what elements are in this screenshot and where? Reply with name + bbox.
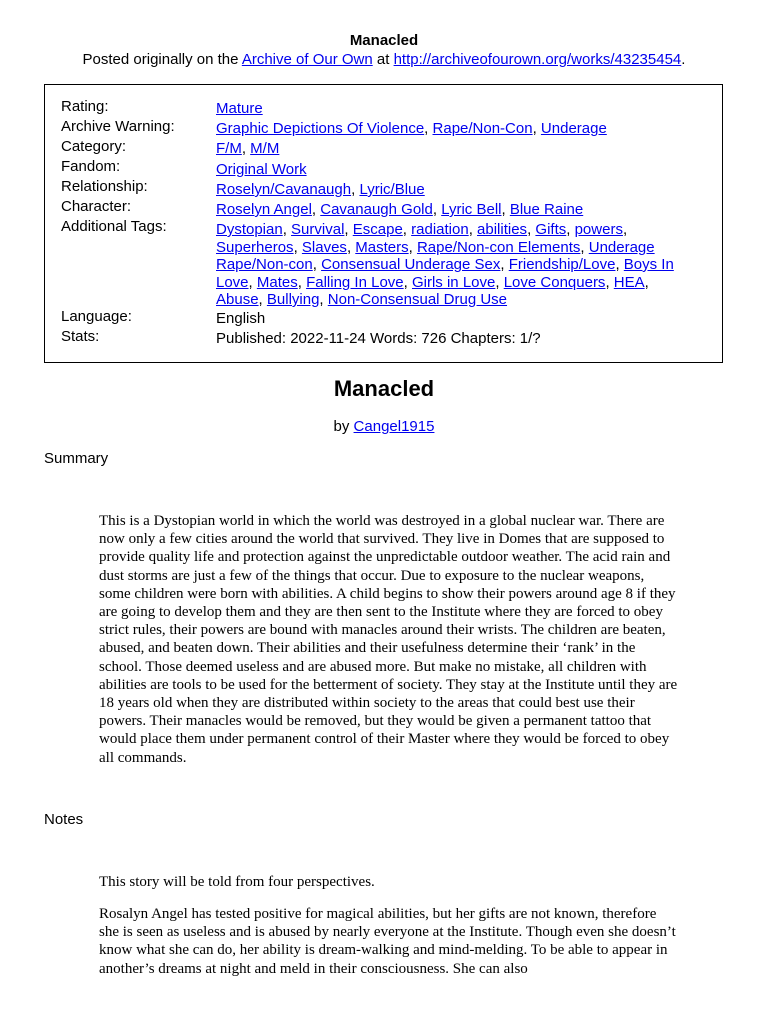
tags-tag-link[interactable]: Bullying xyxy=(266,291,320,308)
character-tag-link[interactable]: Blue Raine xyxy=(509,201,584,218)
tags-tag-link[interactable]: Friendship/Love xyxy=(508,256,616,273)
tags-tag-link[interactable]: HEA xyxy=(613,273,645,291)
tags-tag-link[interactable]: Girls in Love xyxy=(411,273,496,291)
tags-tag-link[interactable]: Dystopian xyxy=(216,221,283,238)
tags-tag-link[interactable]: Superheros xyxy=(216,238,294,256)
tags-label: Additional Tags: xyxy=(61,218,167,235)
relationship-tag-link[interactable]: Roselyn/Cavanaugh xyxy=(216,181,352,198)
tags-tag-link[interactable]: Consensual Underage Sex xyxy=(321,256,501,273)
character-tag-link[interactable]: Lyric Bell xyxy=(441,201,502,218)
posted-suffix: . xyxy=(681,51,686,68)
posted-prefix: Posted originally on the xyxy=(82,51,242,68)
warning-tag-link[interactable]: Underage xyxy=(540,120,607,137)
tags-tag-link[interactable]: Love Conquers xyxy=(503,273,606,291)
posted-mid: at xyxy=(372,51,394,68)
category-tag-link[interactable]: F/M xyxy=(216,140,242,157)
tags-tag-link[interactable]: radiation xyxy=(411,221,469,238)
warning-tag-link[interactable]: Rape/Non-Con xyxy=(432,120,533,137)
tags-tag-link[interactable]: Gifts xyxy=(535,221,567,238)
tags-tag-link[interactable]: Falling In Love xyxy=(306,273,404,291)
summary-text: This is a Dystopian world in which the world was destroyed in a global nuclear war. There are now only a few cities around the world that survived. They live in Domes that are supposed to provide quality life and protection against the unpredictable outdoor weather. The acid rain and dust storms are just a few of the things that occur. Due to exposure to the nuclear weapons, some children were born with abilities. A child begins to show their powers around age 8 if they are going to develop them and they are then sent to the Institute where they are forced to obey strict rules, their powers are bound with manacles around their wrists. The children are beaten, abused, and beaten down. Their abilities and their usefulness determine their ‘rank’ in the school. Those deemed useless and are abused more. But make no mistake, all children with abilities are tools to be used for the betterment of society. They stay at the Institute until they are 18 years old when they are distributed within society to the areas that could best use their powers. Their manacles would be removed, but they would be given a permanent tattoo that would place them under permanent control of their Master where they would be forced to obey all commands. xyxy=(99,513,678,766)
tags-tag-link[interactable]: Non-Consensual Drug Use xyxy=(327,291,508,308)
tags-tag-link[interactable]: Boys In Love xyxy=(216,256,674,291)
category-value: F/M, M/M xyxy=(216,140,280,157)
tags-tag-link[interactable]: Slaves xyxy=(301,238,347,256)
tags-tag-link[interactable]: Rape/Non-con Elements xyxy=(416,238,581,256)
metadata-box xyxy=(44,84,723,363)
language-value: English xyxy=(216,310,266,327)
character-tag-link[interactable]: Cavanaugh Gold xyxy=(320,201,433,218)
document-title: Manacled xyxy=(349,32,419,49)
tags-value: Dystopian, Survival, Escape, radiation, abilities, Gifts, powers, Superheros, Slaves, Masters, Rape/Non-con Elements, Underage Rape/Non-con, Consensual Underage Sex, Friendship/Love, Boys In Love, Mates, Falling In Love, Girls in Love, Love Conquers, HEA, Abuse, Bullying, Non-Consensual Drug Use xyxy=(216,221,674,308)
tags-tag-link[interactable]: powers xyxy=(574,221,623,238)
stats-label: Stats: xyxy=(61,328,100,345)
tags-tag-link[interactable]: Escape xyxy=(352,221,403,238)
fandom-label: Fandom: xyxy=(61,158,121,175)
rating-value xyxy=(216,100,696,118)
character-label: Character: xyxy=(61,198,132,215)
author-link[interactable]: Cangel1915 xyxy=(353,418,435,435)
rating-label: Rating: xyxy=(61,98,109,115)
language-label: Language: xyxy=(61,308,132,325)
tags-tag-link[interactable]: Mates xyxy=(256,273,298,291)
notes-label: Notes xyxy=(44,811,84,828)
relationship-tag-link[interactable]: Lyric/Blue xyxy=(359,181,425,198)
work-title: Manacled xyxy=(333,376,435,401)
tags-tag-link[interactable]: Abuse xyxy=(216,291,259,308)
rating-tag-link[interactable]: Mature xyxy=(216,100,263,117)
category-tag-link[interactable]: M/M xyxy=(250,140,280,157)
work-url-link[interactable]: http://archiveofourown.org/works/43235454 xyxy=(393,51,682,68)
category-label: Category: xyxy=(61,138,127,155)
warning-label: Archive Warning: xyxy=(61,118,175,135)
warning-tag-link[interactable]: Graphic Depictions Of Violence xyxy=(216,120,425,137)
summary-label: Summary xyxy=(44,450,109,467)
relationship-value: Roselyn/Cavanaugh, Lyric/Blue xyxy=(216,181,425,198)
stats-value: Published: 2022-11-24 Words: 726 Chapters: 1/? xyxy=(216,330,541,347)
character-value: Roselyn Angel, Cavanaugh Gold, Lyric Bell, Blue Raine xyxy=(216,201,584,218)
notes-paragraph: This story will be told from four perspectives. xyxy=(99,874,375,890)
warning-value: Graphic Depictions Of Violence, Rape/Non-Con, Underage xyxy=(216,120,607,137)
tags-tag-link[interactable]: Survival xyxy=(291,221,345,238)
relationship-label: Relationship: xyxy=(61,178,148,195)
character-tag-link[interactable]: Roselyn Angel xyxy=(216,201,312,218)
tags-tag-link[interactable]: Masters xyxy=(355,238,409,256)
tags-tag-link[interactable]: abilities xyxy=(477,221,528,238)
fandom-value xyxy=(216,161,696,179)
notes-paragraph: Rosalyn Angel has tested positive for magical abilities, but her gifts are not known, therefore she is seen as useless and is abused by nearly everyone at the Institute. Though even she doesn’t know what she can do, her ability is dream-walking and mind-melding. To be able to appear in another’s dreams at night and meld in their consciousness. She can also xyxy=(99,906,676,977)
tags-tag-link[interactable]: Underage Rape/Non-con xyxy=(216,238,655,273)
archive-link[interactable]: Archive of Our Own xyxy=(241,51,373,68)
fandom-tag-link[interactable]: Original Work xyxy=(216,161,307,178)
byline-prefix: by xyxy=(333,418,354,435)
posted-line xyxy=(0,51,768,68)
byline xyxy=(0,418,768,435)
